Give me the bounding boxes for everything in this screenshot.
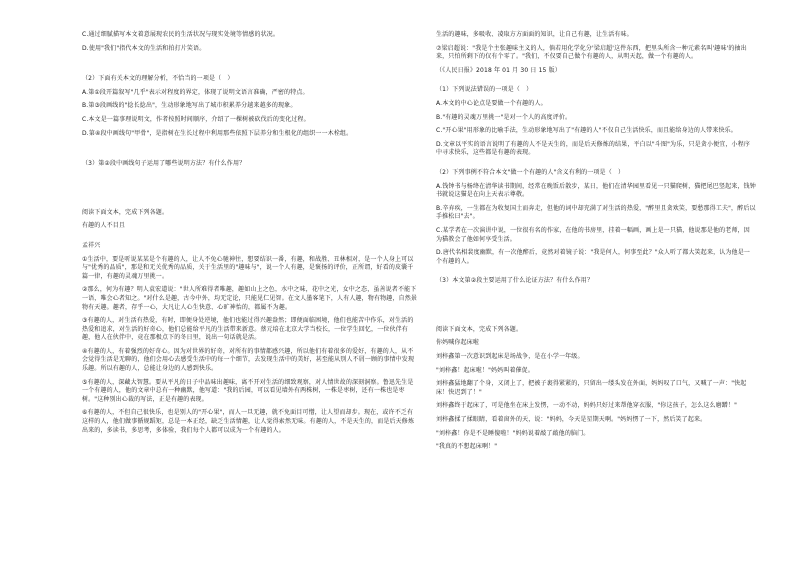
paragraph-spacer xyxy=(82,53,418,75)
paragraph-spacer xyxy=(436,286,756,326)
paragraph-spacer xyxy=(436,266,756,277)
right-column-paragraph: C.某学者在一次演讲中说，一位很有名的作家，在他的书房里，挂着一幅画，画上是一只猫，他说那是他的老师，因为猫教会了他如何享受生活。 xyxy=(436,226,750,243)
right-column-paragraph: （1）下列说法错误的一项是（ ） xyxy=(436,86,533,94)
right-column xyxy=(436,31,756,457)
right-column-paragraph: 刘梓鑫揉了揉眼睛，看着窗外的天，说："妈妈，今天是星期天啊。"妈妈愣了一下，然后笑了起来。 xyxy=(436,416,707,424)
right-column-paragraph: 阅读下面文本，完成下列各题。 xyxy=(436,325,523,333)
right-column-paragraph: A.钱钟书与杨绛在清华读书期间，经常在晚饭后散步，某日，他们在清华园里看见一只猫爬树，猫把尾巴竖起来，钱钟书就说这猫是在向上天表示尊敬。 xyxy=(436,182,756,199)
left-column-paragraph: ⑤有趣的人，深藏大智慧。要从平凡的日子中品味出趣味，离不开对生活的细致观察，对人情世故的深刻洞察。鲁迅先生是一个有趣的人，他的文章中总有一种幽默，他写道："我的后园，可以看见墙外有两株树，一株是枣树，还有一株也是枣树。"这种别出心裁的写法，正是有趣的表现。 xyxy=(82,378,414,403)
right-column-paragraph: 生活的趣味，多吸收、凌取方方面面的知识，让自己有趣，让生活有味。 xyxy=(436,31,633,38)
right-column-paragraph: "刘梓鑫！起床啦！"妈妈叫着催促。 xyxy=(436,366,535,374)
paragraph-spacer xyxy=(436,75,756,86)
left-column-paragraph: D.使用"我们"指代本文的生活和拍打片笑语。 xyxy=(82,44,206,52)
paragraph-spacer xyxy=(82,169,418,209)
right-column-paragraph: 你妈喊你起床啦 xyxy=(436,339,480,347)
right-column-paragraph: 刘梓鑫终于起床了，可是他坐在床上发愣，一动不动，妈妈只好过来帮他穿衣服，"你这孩子，怎么这么磨蹭！" xyxy=(436,402,738,410)
paragraph-spacer xyxy=(82,138,418,160)
left-column-paragraph: ⑥有趣的人，不但自己很快乐，也是别人的"开心果"，而人一旦无趣，就不免面目可憎，让人望而却步。现在，或许不乏有这样的人，他们做事循规蹈矩，总是一本正经，缺乏生活情趣，让人觉得索然无味。有趣的人，不是天生的，而是后天修炼出来的，多读书，多思考，多体验，我们每个人都可以成为一个有趣的人。 xyxy=(82,409,415,434)
right-column-paragraph: C."开心果"用形象的比喻手法，生动形象地写出了"有趣的人"不仅自己生活快乐，而且能给身边的人带来快乐。 xyxy=(436,127,737,135)
right-column-paragraph: "刘梓鑫！你是不是睡傻啦！"妈妈说着敲了敲他的脑门。 xyxy=(436,429,590,437)
left-column-paragraph: C.本文是一篇事理说明文，作者按照时间顺序，介绍了一棵树被砍伐后的变化过程。 xyxy=(82,115,310,123)
right-column-paragraph: A.本文的中心论点是要做一个有趣的人。 xyxy=(436,99,547,107)
right-column-paragraph: （3）本文第②段主要运用了什么论证方法？有什么作用？ xyxy=(436,277,594,285)
left-column xyxy=(82,31,418,440)
paragraph-spacer xyxy=(436,452,756,457)
paragraph-spacer xyxy=(436,158,756,169)
right-column-paragraph: D.唐代名相裴度幽默，有一次他醉后，竟然对着镜子说："我是何人，何事至此？"众人听了都大笑起来，认为他是一个有趣的人。 xyxy=(436,249,750,265)
left-column-paragraph: （3）第②段中画线句子运用了哪些说明方法？有什么作用？ xyxy=(82,160,246,168)
left-column-paragraph: 有趣的人不目且 xyxy=(82,222,126,230)
paragraph-spacer xyxy=(82,435,418,440)
left-column-paragraph: B.第③段画线的"捻长捻出"，生动形象地写出了城市积累养分越来越多的现象。 xyxy=(82,102,297,110)
left-column-paragraph: A.第①段开篇叙写"几乎"表示对程度的界定，体现了说明文语言准确，严密的特点。 xyxy=(82,88,309,96)
left-column-paragraph: ②那么，何为有趣？明人袁宏道说："世人所难得者唯趣，趣如山上之色，水中之味，花中之光，女中之态，虽善说者不能下一语，唯会心者知之。"对什么是趣，古今中外，均无定论，只能见仁见智。在文人墨客笔下，人有人趣，物有物趣，自然景物有天趣。趣者，存乎一心，大凡让人心生快意、心旷神怡的，都属不为趣。 xyxy=(82,286,418,311)
right-column-paragraph: ⑦梁启超说："我是个主张趣味主义的人，倘若用化学化分'梁启超'这件东西，把里头所含一种元素名叫'趣味'的抽出来，只怕所剩下的仅有个零了。"我们，不仅要自己做个有趣的人，从明天起，做一个有趣的人。 xyxy=(436,44,747,61)
paragraph-spacer xyxy=(82,231,418,242)
right-column-paragraph: B."有趣的灵魂万里挑一"是对一个人的高度评价。 xyxy=(436,113,572,121)
right-column-paragraph: B.辛弃疾，一生都在为收复国土而奔走，但他的词中却充满了对生活的热爱，"醉里且贪欢笑，要愁那得工夫"，醉后以手推松曰"去"。 xyxy=(436,204,756,221)
right-column-paragraph: 刘梓鑫第一次意识到起床是场战争，是在小学一年级。 xyxy=(436,353,584,361)
right-column-paragraph: （2）下列事例不符合本文"做一个有趣的人"含义有利的一项是（ ） xyxy=(436,168,625,176)
left-column-paragraph: C.通过细腻描写本文着意展现农民的生活状况与现实处境等情感的状况。 xyxy=(82,31,280,38)
right-column-paragraph: 刘梓鑫猛地翻了个身，又闭上了，把被子裹得紧紧的，只留出一缕头发在外面，妈妈叹了口气，又喊了一声："快起床！快迟到了！" xyxy=(436,380,747,396)
left-column-paragraph: （2）下面有关本文的理解分析，不恰当的一项是（ ） xyxy=(82,75,234,83)
right-column-paragraph: （《人民日报》2018 年 01 月 30 日 15 版） xyxy=(436,66,561,74)
left-column-paragraph: 阅读下面文本，完成下列各题。 xyxy=(82,208,169,216)
left-column-paragraph: ③有趣的人，对生活有热爱，有时，即便身处逆境，他们也能过得兴趣盎然；即便面临困境，他们也能苦中作乐，对生活的热爱和追求，对生活的好奇心，他们总能给平凡的生活带来新意。蔡元培在北京大学当校长，一位学生回忆，一位伙伴有趣，他人在伙伴中，竟在那极点下的冬日里，说出一句话就是活。 xyxy=(82,317,414,342)
right-column-paragraph: "我真的不想起床啊！" xyxy=(436,443,498,451)
left-column-paragraph: 孟祥兴 xyxy=(82,241,101,249)
right-column-paragraph: D.文章以平实的语言说明了有趣的人不是天生的，而是后天修炼的结果，平白以"斗图"为乐，只是贪小便宜，小程序中寻求快乐，这些都是有趣的表现。 xyxy=(436,140,750,157)
left-column-paragraph: ①生活中，要是听说某某是个有趣的人，让人不免心驰神往，想要结识一番，有趣，和战胜、丑林相对，是一个人身上可以与"优秀的品质"，那是和无关优秀的品质，关于生活里的"趣味与"，说一个人有趣，是褒扬的评价，正所谓，好看的皮囊千篇一律，有趣的灵魂万里挑一。 xyxy=(82,255,414,280)
left-column-paragraph: D.第④段中画线句"甲骨"，是指树在生长过程中利用那些依照下层养分和生根化的组织一一木栓组。 xyxy=(82,129,353,137)
left-column-paragraph: ④有趣的人，有着强烈的好奇心。因为对世界的好奇，对所有的事情都感兴趣，所以他们有着很多的爱好，有趣的人，从不会觉得生活是无聊的，他们会用心去感受生活中的每一个细节，去发现生活中的美好，甚至能从别人不屑一顾的事情中发现乐趣。所以有趣的人，总能让身边的人感到快乐。 xyxy=(82,347,415,373)
